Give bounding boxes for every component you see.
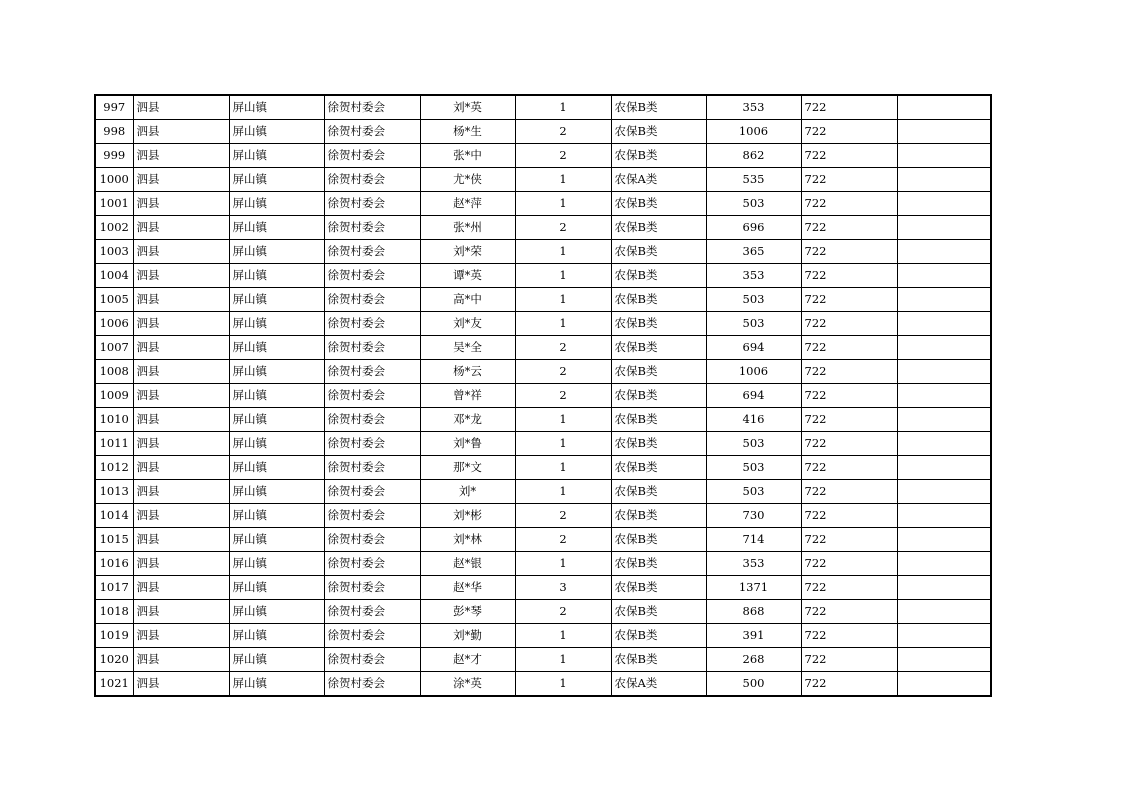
county-cell: 泗县 <box>133 120 229 144</box>
county-cell: 泗县 <box>133 576 229 600</box>
category-cell: 农保B类 <box>611 648 706 672</box>
amount-cell: 694 <box>706 384 801 408</box>
town-cell: 屏山镇 <box>229 408 324 432</box>
row-number-cell: 1001 <box>95 192 133 216</box>
code-cell: 722 <box>801 288 897 312</box>
amount-cell: 268 <box>706 648 801 672</box>
code-cell: 722 <box>801 528 897 552</box>
county-cell: 泗县 <box>133 168 229 192</box>
count-cell: 1 <box>515 288 611 312</box>
table-row <box>95 360 991 384</box>
town-cell: 屏山镇 <box>229 600 324 624</box>
name-cell: 赵*华 <box>420 576 515 600</box>
remark-cell <box>897 504 991 528</box>
county-cell: 泗县 <box>133 504 229 528</box>
remark-cell <box>897 264 991 288</box>
row-number-cell: 1013 <box>95 480 133 504</box>
row-number-cell: 1002 <box>95 216 133 240</box>
remark-cell <box>897 240 991 264</box>
code-cell: 722 <box>801 360 897 384</box>
count-cell: 1 <box>515 624 611 648</box>
village-cell: 徐贺村委会 <box>324 216 420 240</box>
county-cell: 泗县 <box>133 264 229 288</box>
category-cell: 农保B类 <box>611 384 706 408</box>
row-number-cell: 1006 <box>95 312 133 336</box>
table-row <box>95 504 991 528</box>
county-cell: 泗县 <box>133 360 229 384</box>
count-cell: 2 <box>515 144 611 168</box>
town-cell: 屏山镇 <box>229 144 324 168</box>
town-cell: 屏山镇 <box>229 576 324 600</box>
count-cell: 2 <box>515 384 611 408</box>
town-cell: 屏山镇 <box>229 336 324 360</box>
count-cell: 2 <box>515 504 611 528</box>
amount-cell: 503 <box>706 312 801 336</box>
remark-cell <box>897 528 991 552</box>
name-cell: 邓*龙 <box>420 408 515 432</box>
row-number-cell: 1007 <box>95 336 133 360</box>
count-cell: 2 <box>515 360 611 384</box>
village-cell: 徐贺村委会 <box>324 336 420 360</box>
count-cell: 1 <box>515 672 611 697</box>
amount-cell: 500 <box>706 672 801 697</box>
count-cell: 1 <box>515 264 611 288</box>
row-number-cell: 1004 <box>95 264 133 288</box>
code-cell: 722 <box>801 95 897 120</box>
county-cell: 泗县 <box>133 480 229 504</box>
amount-cell: 1006 <box>706 120 801 144</box>
row-number-cell: 1000 <box>95 168 133 192</box>
table-row <box>95 168 991 192</box>
code-cell: 722 <box>801 120 897 144</box>
name-cell: 刘*英 <box>420 95 515 120</box>
remark-cell <box>897 576 991 600</box>
code-cell: 722 <box>801 216 897 240</box>
remark-cell <box>897 672 991 697</box>
town-cell: 屏山镇 <box>229 480 324 504</box>
name-cell: 刘*林 <box>420 528 515 552</box>
village-cell: 徐贺村委会 <box>324 312 420 336</box>
remark-cell <box>897 480 991 504</box>
town-cell: 屏山镇 <box>229 216 324 240</box>
county-cell: 泗县 <box>133 312 229 336</box>
amount-cell: 1006 <box>706 360 801 384</box>
village-cell: 徐贺村委会 <box>324 168 420 192</box>
name-cell: 谭*英 <box>420 264 515 288</box>
row-number-cell: 999 <box>95 144 133 168</box>
village-cell: 徐贺村委会 <box>324 552 420 576</box>
category-cell: 农保B类 <box>611 312 706 336</box>
count-cell: 1 <box>515 168 611 192</box>
table-row <box>95 648 991 672</box>
amount-cell: 365 <box>706 240 801 264</box>
category-cell: 农保B类 <box>611 264 706 288</box>
table-row <box>95 120 991 144</box>
county-cell: 泗县 <box>133 288 229 312</box>
remark-cell <box>897 408 991 432</box>
row-number-cell: 1017 <box>95 576 133 600</box>
amount-cell: 696 <box>706 216 801 240</box>
code-cell: 722 <box>801 648 897 672</box>
name-cell: 张*州 <box>420 216 515 240</box>
town-cell: 屏山镇 <box>229 240 324 264</box>
table-body <box>95 95 991 696</box>
village-cell: 徐贺村委会 <box>324 624 420 648</box>
category-cell: 农保A类 <box>611 168 706 192</box>
count-cell: 1 <box>515 432 611 456</box>
data-table <box>94 94 992 697</box>
remark-cell <box>897 552 991 576</box>
remark-cell <box>897 95 991 120</box>
village-cell: 徐贺村委会 <box>324 504 420 528</box>
county-cell: 泗县 <box>133 672 229 697</box>
code-cell: 722 <box>801 552 897 576</box>
code-cell: 722 <box>801 408 897 432</box>
table-row <box>95 336 991 360</box>
amount-cell: 416 <box>706 408 801 432</box>
town-cell: 屏山镇 <box>229 624 324 648</box>
name-cell: 彭*琴 <box>420 600 515 624</box>
table-row <box>95 672 991 697</box>
amount-cell: 730 <box>706 504 801 528</box>
table-row <box>95 552 991 576</box>
row-number-cell: 1005 <box>95 288 133 312</box>
remark-cell <box>897 144 991 168</box>
category-cell: 农保B类 <box>611 192 706 216</box>
town-cell: 屏山镇 <box>229 432 324 456</box>
row-number-cell: 1015 <box>95 528 133 552</box>
county-cell: 泗县 <box>133 408 229 432</box>
remark-cell <box>897 600 991 624</box>
category-cell: 农保B类 <box>611 240 706 264</box>
name-cell: 高*中 <box>420 288 515 312</box>
count-cell: 2 <box>515 600 611 624</box>
remark-cell <box>897 336 991 360</box>
count-cell: 2 <box>515 120 611 144</box>
table-row <box>95 456 991 480</box>
village-cell: 徐贺村委会 <box>324 288 420 312</box>
amount-cell: 862 <box>706 144 801 168</box>
category-cell: 农保B类 <box>611 144 706 168</box>
amount-cell: 868 <box>706 600 801 624</box>
code-cell: 722 <box>801 384 897 408</box>
count-cell: 2 <box>515 528 611 552</box>
table-row <box>95 240 991 264</box>
village-cell: 徐贺村委会 <box>324 528 420 552</box>
village-cell: 徐贺村委会 <box>324 456 420 480</box>
row-number-cell: 1009 <box>95 384 133 408</box>
category-cell: 农保B类 <box>611 552 706 576</box>
code-cell: 722 <box>801 504 897 528</box>
name-cell: 杨*生 <box>420 120 515 144</box>
town-cell: 屏山镇 <box>229 288 324 312</box>
category-cell: 农保B类 <box>611 95 706 120</box>
row-number-cell: 1018 <box>95 600 133 624</box>
town-cell: 屏山镇 <box>229 552 324 576</box>
category-cell: 农保B类 <box>611 360 706 384</box>
village-cell: 徐贺村委会 <box>324 192 420 216</box>
code-cell: 722 <box>801 672 897 697</box>
name-cell: 曾*祥 <box>420 384 515 408</box>
county-cell: 泗县 <box>133 624 229 648</box>
category-cell: 农保B类 <box>611 216 706 240</box>
row-number-cell: 1016 <box>95 552 133 576</box>
town-cell: 屏山镇 <box>229 264 324 288</box>
row-number-cell: 1020 <box>95 648 133 672</box>
category-cell: 农保B类 <box>611 528 706 552</box>
category-cell: 农保B类 <box>611 624 706 648</box>
village-cell: 徐贺村委会 <box>324 480 420 504</box>
category-cell: 农保B类 <box>611 432 706 456</box>
table-row <box>95 288 991 312</box>
county-cell: 泗县 <box>133 384 229 408</box>
count-cell: 1 <box>515 312 611 336</box>
table-row <box>95 95 991 120</box>
amount-cell: 535 <box>706 168 801 192</box>
table-row <box>95 600 991 624</box>
row-number-cell: 1021 <box>95 672 133 697</box>
category-cell: 农保A类 <box>611 672 706 697</box>
amount-cell: 353 <box>706 552 801 576</box>
category-cell: 农保B类 <box>611 576 706 600</box>
code-cell: 722 <box>801 240 897 264</box>
code-cell: 722 <box>801 264 897 288</box>
row-number-cell: 997 <box>95 95 133 120</box>
village-cell: 徐贺村委会 <box>324 576 420 600</box>
table-row <box>95 528 991 552</box>
county-cell: 泗县 <box>133 552 229 576</box>
name-cell: 刘*友 <box>420 312 515 336</box>
code-cell: 722 <box>801 432 897 456</box>
count-cell: 1 <box>515 240 611 264</box>
category-cell: 农保B类 <box>611 504 706 528</box>
remark-cell <box>897 648 991 672</box>
county-cell: 泗县 <box>133 216 229 240</box>
count-cell: 1 <box>515 408 611 432</box>
count-cell: 2 <box>515 216 611 240</box>
village-cell: 徐贺村委会 <box>324 360 420 384</box>
county-cell: 泗县 <box>133 432 229 456</box>
category-cell: 农保B类 <box>611 456 706 480</box>
village-cell: 徐贺村委会 <box>324 432 420 456</box>
town-cell: 屏山镇 <box>229 192 324 216</box>
code-cell: 722 <box>801 576 897 600</box>
remark-cell <box>897 288 991 312</box>
town-cell: 屏山镇 <box>229 504 324 528</box>
count-cell: 2 <box>515 336 611 360</box>
amount-cell: 503 <box>706 192 801 216</box>
name-cell: 张*中 <box>420 144 515 168</box>
remark-cell <box>897 216 991 240</box>
table-row <box>95 576 991 600</box>
village-cell: 徐贺村委会 <box>324 264 420 288</box>
count-cell: 1 <box>515 480 611 504</box>
category-cell: 农保B类 <box>611 336 706 360</box>
code-cell: 722 <box>801 312 897 336</box>
town-cell: 屏山镇 <box>229 384 324 408</box>
town-cell: 屏山镇 <box>229 528 324 552</box>
row-number-cell: 1008 <box>95 360 133 384</box>
remark-cell <box>897 360 991 384</box>
county-cell: 泗县 <box>133 192 229 216</box>
row-number-cell: 998 <box>95 120 133 144</box>
remark-cell <box>897 192 991 216</box>
table-row <box>95 432 991 456</box>
name-cell: 刘* <box>420 480 515 504</box>
remark-cell <box>897 384 991 408</box>
name-cell: 赵*才 <box>420 648 515 672</box>
county-cell: 泗县 <box>133 528 229 552</box>
town-cell: 屏山镇 <box>229 360 324 384</box>
village-cell: 徐贺村委会 <box>324 120 420 144</box>
category-cell: 农保B类 <box>611 408 706 432</box>
village-cell: 徐贺村委会 <box>324 384 420 408</box>
name-cell: 吴*全 <box>420 336 515 360</box>
table-row <box>95 144 991 168</box>
remark-cell <box>897 432 991 456</box>
county-cell: 泗县 <box>133 240 229 264</box>
amount-cell: 694 <box>706 336 801 360</box>
table-row <box>95 192 991 216</box>
village-cell: 徐贺村委会 <box>324 95 420 120</box>
row-number-cell: 1011 <box>95 432 133 456</box>
amount-cell: 503 <box>706 480 801 504</box>
name-cell: 刘*彬 <box>420 504 515 528</box>
remark-cell <box>897 456 991 480</box>
category-cell: 农保B类 <box>611 120 706 144</box>
table-row <box>95 264 991 288</box>
table-row <box>95 408 991 432</box>
name-cell: 杨*云 <box>420 360 515 384</box>
town-cell: 屏山镇 <box>229 168 324 192</box>
count-cell: 1 <box>515 552 611 576</box>
name-cell: 赵*萍 <box>420 192 515 216</box>
amount-cell: 1371 <box>706 576 801 600</box>
table-row <box>95 312 991 336</box>
county-cell: 泗县 <box>133 648 229 672</box>
name-cell: 刘*荣 <box>420 240 515 264</box>
name-cell: 尤*侠 <box>420 168 515 192</box>
count-cell: 1 <box>515 95 611 120</box>
count-cell: 1 <box>515 192 611 216</box>
count-cell: 3 <box>515 576 611 600</box>
town-cell: 屏山镇 <box>229 95 324 120</box>
table-row <box>95 624 991 648</box>
name-cell: 涂*英 <box>420 672 515 697</box>
remark-cell <box>897 168 991 192</box>
county-cell: 泗县 <box>133 95 229 120</box>
code-cell: 722 <box>801 480 897 504</box>
code-cell: 722 <box>801 624 897 648</box>
table-row <box>95 384 991 408</box>
row-number-cell: 1012 <box>95 456 133 480</box>
row-number-cell: 1019 <box>95 624 133 648</box>
code-cell: 722 <box>801 192 897 216</box>
code-cell: 722 <box>801 144 897 168</box>
name-cell: 刘*鲁 <box>420 432 515 456</box>
amount-cell: 353 <box>706 264 801 288</box>
code-cell: 722 <box>801 336 897 360</box>
category-cell: 农保B类 <box>611 480 706 504</box>
name-cell: 刘*勤 <box>420 624 515 648</box>
village-cell: 徐贺村委会 <box>324 240 420 264</box>
amount-cell: 714 <box>706 528 801 552</box>
row-number-cell: 1014 <box>95 504 133 528</box>
code-cell: 722 <box>801 456 897 480</box>
name-cell: 那*文 <box>420 456 515 480</box>
category-cell: 农保B类 <box>611 600 706 624</box>
row-number-cell: 1010 <box>95 408 133 432</box>
town-cell: 屏山镇 <box>229 120 324 144</box>
count-cell: 1 <box>515 456 611 480</box>
county-cell: 泗县 <box>133 600 229 624</box>
amount-cell: 353 <box>706 95 801 120</box>
county-cell: 泗县 <box>133 456 229 480</box>
village-cell: 徐贺村委会 <box>324 408 420 432</box>
category-cell: 农保B类 <box>611 288 706 312</box>
town-cell: 屏山镇 <box>229 312 324 336</box>
count-cell: 1 <box>515 648 611 672</box>
village-cell: 徐贺村委会 <box>324 600 420 624</box>
amount-cell: 503 <box>706 432 801 456</box>
county-cell: 泗县 <box>133 336 229 360</box>
town-cell: 屏山镇 <box>229 648 324 672</box>
town-cell: 屏山镇 <box>229 456 324 480</box>
row-number-cell: 1003 <box>95 240 133 264</box>
code-cell: 722 <box>801 168 897 192</box>
name-cell: 赵*银 <box>420 552 515 576</box>
code-cell: 722 <box>801 600 897 624</box>
county-cell: 泗县 <box>133 144 229 168</box>
town-cell: 屏山镇 <box>229 672 324 697</box>
village-cell: 徐贺村委会 <box>324 144 420 168</box>
amount-cell: 391 <box>706 624 801 648</box>
remark-cell <box>897 624 991 648</box>
village-cell: 徐贺村委会 <box>324 648 420 672</box>
table-row <box>95 480 991 504</box>
remark-cell <box>897 120 991 144</box>
village-cell: 徐贺村委会 <box>324 672 420 697</box>
amount-cell: 503 <box>706 288 801 312</box>
table-row <box>95 216 991 240</box>
remark-cell <box>897 312 991 336</box>
amount-cell: 503 <box>706 456 801 480</box>
